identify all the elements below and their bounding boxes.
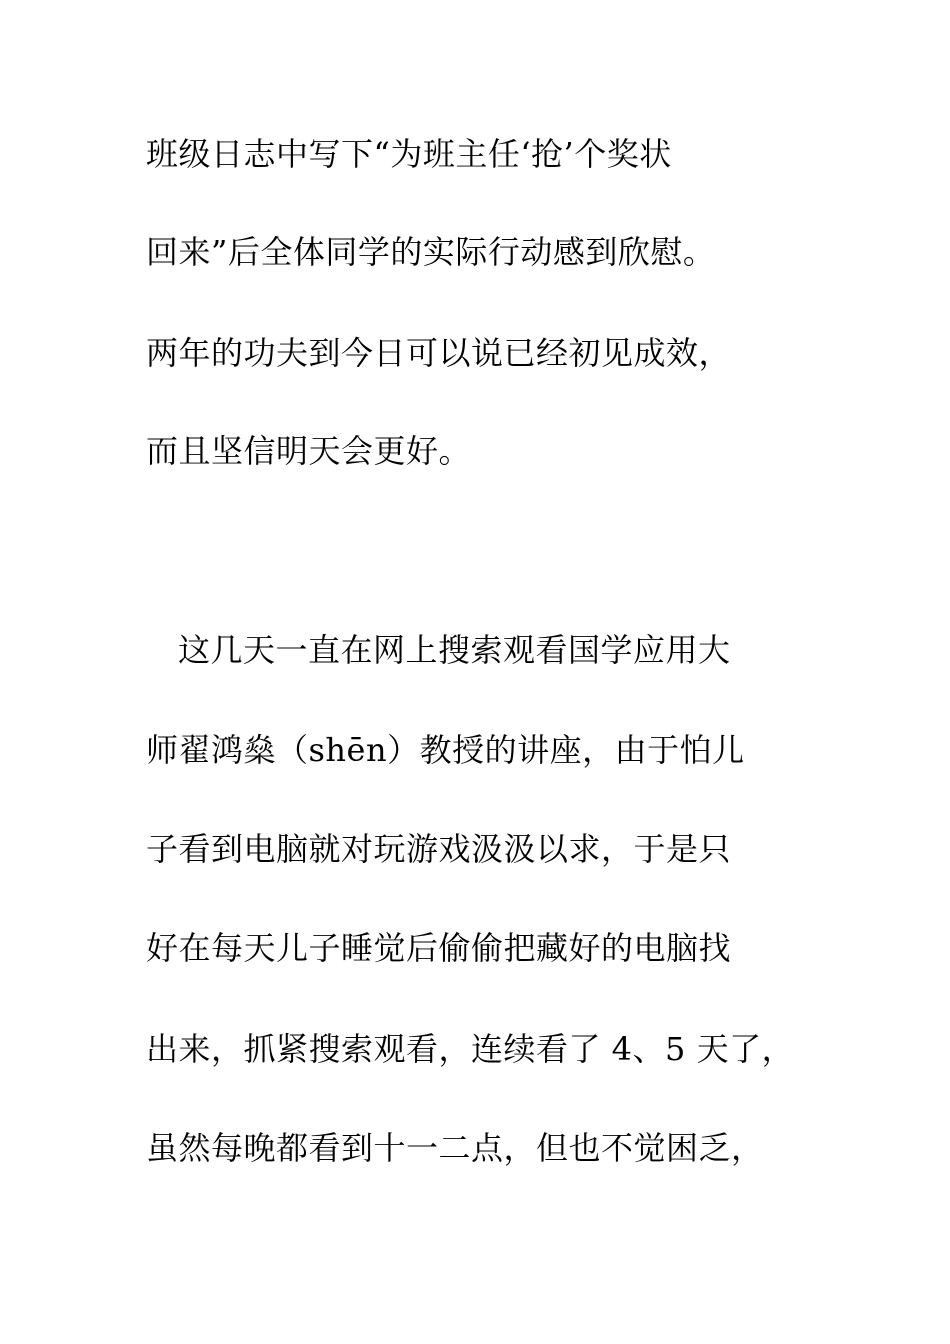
paragraph-2-line-3: 子看到电脑就对玩游戏汲汲以求，于是只 (146, 830, 732, 868)
paragraph-2-line-2: 师翟鸿燊（shēn）教授的讲座，由于怕儿 (146, 731, 745, 769)
paragraph-2-line-5: 出来，抓紧搜索观看，连续看了 4、5 天了， (146, 1030, 795, 1068)
paragraph-1-line-4: 而且坚信明天会更好。 (146, 432, 472, 470)
paragraph-1-line-3: 两年的功夫到今日可以说已经初见成效， (146, 334, 732, 372)
paragraph-1-line-1: 班级日志中写下“为班主任‘抢’个奖状 (146, 135, 672, 173)
paragraph-2-line-6: 虽然每晚都看到十一二点，但也不觉困乏， (146, 1129, 764, 1167)
paragraph-2-line-1: 这几天一直在网上搜索观看国学应用大 (178, 631, 731, 669)
paragraph-1-line-2: 回来”后全体同学的实际行动感到欣慰。 (146, 233, 716, 271)
paragraph-2-line-4: 好在每天儿子睡觉后偷偷把藏好的电脑找 (146, 929, 732, 967)
